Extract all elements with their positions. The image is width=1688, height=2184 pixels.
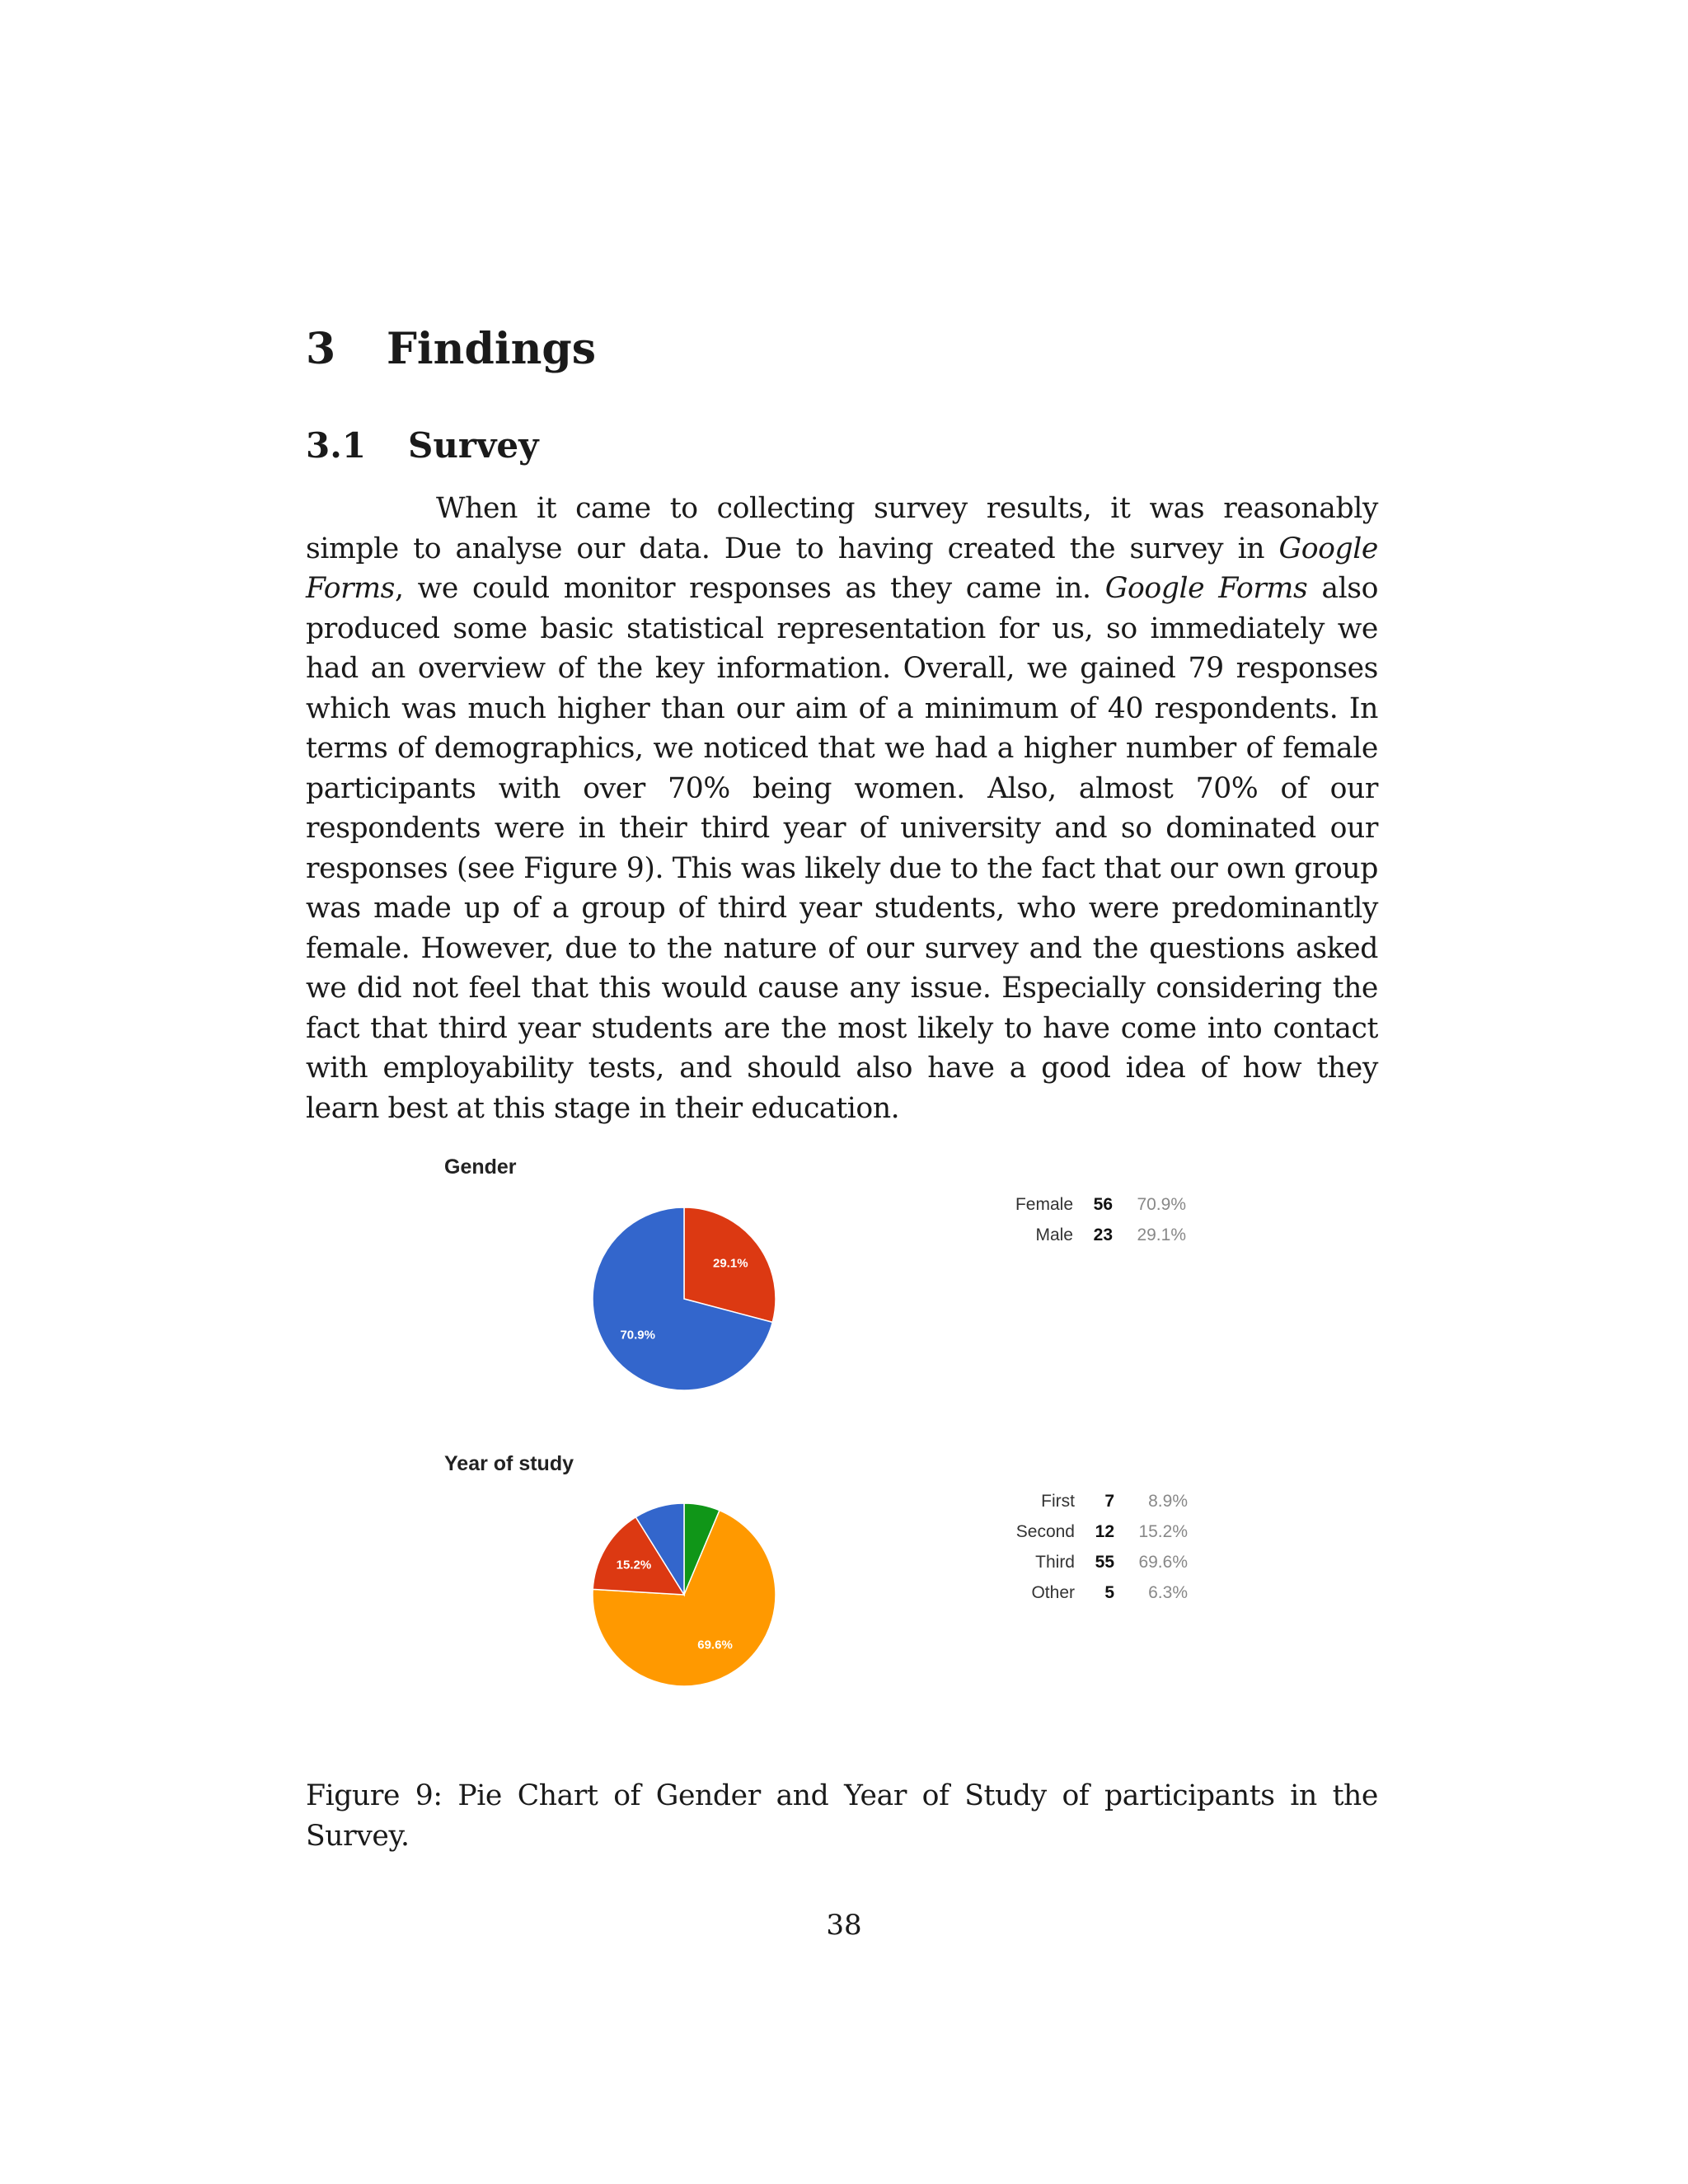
legend-percent: 29.1% (1137, 1225, 1186, 1244)
section-number: 3 (306, 324, 336, 374)
year-chart-title: Year of study (444, 1452, 574, 1475)
body-text-run: When it came to collecting survey results, it was reasonably simple to analyse our data. Due to having created the survey in (306, 492, 1378, 565)
legend-count: 7 (1104, 1491, 1114, 1511)
legend-count: 56 (1093, 1194, 1113, 1214)
section-heading (306, 324, 597, 374)
body-text-italic-run: Google Forms (1104, 572, 1308, 605)
legend-label: Other (1031, 1582, 1075, 1602)
subsection-number: 3.1 (306, 425, 367, 466)
legend-row-third (997, 1547, 1188, 1577)
legend-percent: 6.3% (1148, 1582, 1188, 1602)
body-text-run: also produced some basic statistical representation for us, so immediately we had an overview of the key information. Overall, we gained 79 responses which was much higher than our aim of a minimum of 40 respondents. In terms of demographics, we noticed that we had a higher number of female participants with over 70% being women. Also, almost 70% of our respondents were in their third year of university and so dominated our responses (see Figure 9). This was likely due to the fact that our own group was made up of a group of third year students, who were predominantly female. However, due to the nature of our survey and the questions asked we did not feel that this would cause any issue. Especially considering the fact that third year students are the most likely to have come into contact with employability tests, and should also have a good idea of how they learn best at this stage in their education. (306, 572, 1379, 1125)
legend-label: Third (1035, 1552, 1075, 1572)
legend-count: 5 (1104, 1582, 1114, 1602)
page-number: 38 (826, 1909, 862, 1942)
legend-label: Second (1015, 1521, 1075, 1541)
legend-row-other (997, 1577, 1188, 1608)
body-paragraph (306, 489, 1378, 1128)
legend-percent: 8.9% (1148, 1491, 1188, 1511)
subsection-title: Survey (408, 425, 539, 466)
body-text-run: , we could monitor responses as they came in. (394, 572, 1105, 605)
year-legend (997, 1486, 1188, 1608)
gender-chart-title: Gender (444, 1155, 517, 1179)
legend-label: Male (1035, 1225, 1073, 1244)
legend-label: First (1041, 1491, 1075, 1511)
legend-label: Female (1015, 1194, 1073, 1214)
legend-percent: 15.2% (1138, 1521, 1188, 1541)
gender-legend (997, 1189, 1186, 1250)
legend-count: 23 (1093, 1225, 1113, 1244)
figure-caption: Figure 9: Pie Chart of Gender and Year of Study of participants in the Survey. (306, 1779, 1378, 1853)
pie-slice-label-female: 70.9% (620, 1328, 655, 1343)
body-text-italic-run: Google Forms (306, 532, 1378, 605)
legend-row-second (997, 1516, 1188, 1547)
gender-pie-chart (577, 1192, 791, 1406)
legend-count: 12 (1095, 1521, 1114, 1541)
section-title: Findings (387, 324, 597, 374)
legend-count: 55 (1095, 1552, 1114, 1572)
legend-row-female (997, 1189, 1186, 1220)
year-of-study-pie-chart (577, 1488, 791, 1702)
subsection-heading (306, 425, 539, 466)
pie-slice-label-male: 29.1% (713, 1256, 748, 1271)
pie-slice-label-third: 69.6% (697, 1638, 733, 1652)
pie-slice-label-second: 15.2% (616, 1558, 652, 1572)
legend-row-male (997, 1220, 1186, 1250)
legend-row-first (997, 1486, 1188, 1516)
legend-percent: 69.6% (1138, 1552, 1188, 1572)
legend-percent: 70.9% (1137, 1194, 1186, 1214)
